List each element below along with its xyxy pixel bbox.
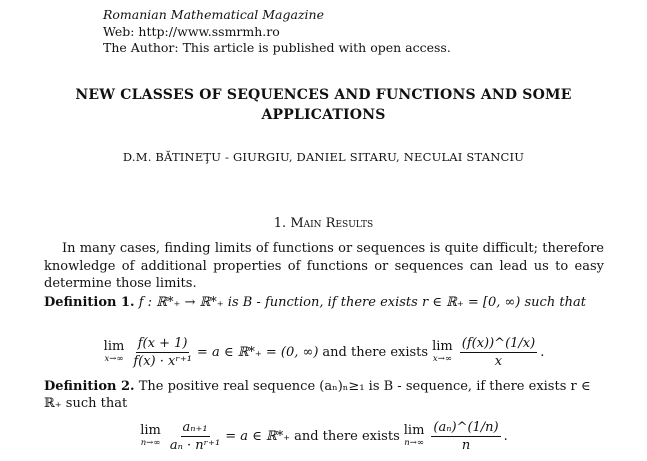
fraction-denominator: f(x) · xʳ⁺¹ — [133, 354, 192, 369]
intro-paragraph — [44, 240, 604, 293]
fraction-numerator: (aₙ)^(1/n) — [433, 420, 499, 435]
definition-1 — [44, 294, 604, 311]
fraction-root — [431, 420, 500, 453]
paper-title-line-2: APPLICATIONS — [261, 107, 386, 123]
journal-masthead — [103, 7, 451, 57]
limit-operator — [432, 338, 453, 365]
fraction-numerator: (f(x))^(1/x) — [461, 336, 536, 351]
lim-text: lim — [403, 422, 425, 438]
journal-name: Romanian Mathematical Magazine — [103, 7, 324, 22]
limit-operator — [140, 422, 161, 449]
lim-subscript: x→∞ — [104, 353, 124, 364]
definition-2 — [44, 378, 604, 412]
lim-subscript: x→∞ — [432, 353, 452, 364]
open-access-note: The Author: This article is published with open access. — [103, 40, 451, 55]
connector-text: and there exists — [322, 345, 429, 360]
lim-subscript: n→∞ — [140, 437, 161, 448]
paper-title — [20, 85, 627, 125]
section-number: 1. — [273, 216, 287, 231]
lim-subscript: n→∞ — [404, 437, 424, 448]
intro-text: In many cases, finding limits of functions or sequences is quite difficult; therefore knowledge of additional properties of functions or sequences can lead us to easy determine those limits. — [44, 241, 604, 291]
lim-text: lim — [103, 338, 125, 354]
fraction-denominator: x — [494, 354, 503, 369]
equality-text: = a ∈ ℝ*₊ = (0, ∞) — [196, 345, 319, 360]
definition-2-label: Definition 2. — [44, 379, 135, 394]
equality-text: = a ∈ ℝ*₊ — [225, 429, 291, 444]
fraction-numerator: f(x + 1) — [137, 336, 188, 351]
connector-text: and there exists — [294, 429, 400, 444]
definition-1-formula — [44, 336, 604, 369]
author-list: D.M. BĂTINEŢU - GIURGIU, DANIEL SITARU, NECULAI STANCIU — [122, 150, 525, 164]
fraction-ratio — [131, 336, 194, 369]
definition-1-label: Definition 1. — [44, 295, 135, 310]
limit-operator — [403, 422, 425, 449]
definition-1-text: f : ℝ*₊ → ℝ*₊ is B - function, if there exists r ∈ ℝ₊ = [0, ∞) such that — [138, 295, 586, 310]
fraction-ratio — [168, 420, 222, 453]
lim-text: lim — [432, 338, 453, 354]
section-title: Main Results — [290, 216, 374, 231]
journal-website: Web: http://www.ssmrmh.ro — [103, 23, 280, 39]
fraction-denominator: aₙ · nʳ⁺¹ — [169, 438, 221, 453]
formula-end: . — [503, 429, 508, 444]
limit-operator — [103, 338, 125, 365]
formula-end: . — [540, 345, 545, 360]
section-heading — [20, 216, 627, 231]
fraction-denominator: n — [461, 438, 471, 453]
definition-2-text: The positive real sequence (aₙ)ₙ≥₁ is B - sequence, if there exists r ∈ ℝ₊ such that — [44, 379, 591, 411]
paper-title-line-1: NEW CLASSES OF SEQUENCES AND FUNCTIONS AND SOME — [75, 87, 572, 103]
fraction-root — [460, 336, 537, 369]
lim-text: lim — [140, 422, 161, 438]
definition-2-formula — [44, 420, 604, 453]
fraction-numerator: aₙ₊₁ — [182, 420, 208, 435]
